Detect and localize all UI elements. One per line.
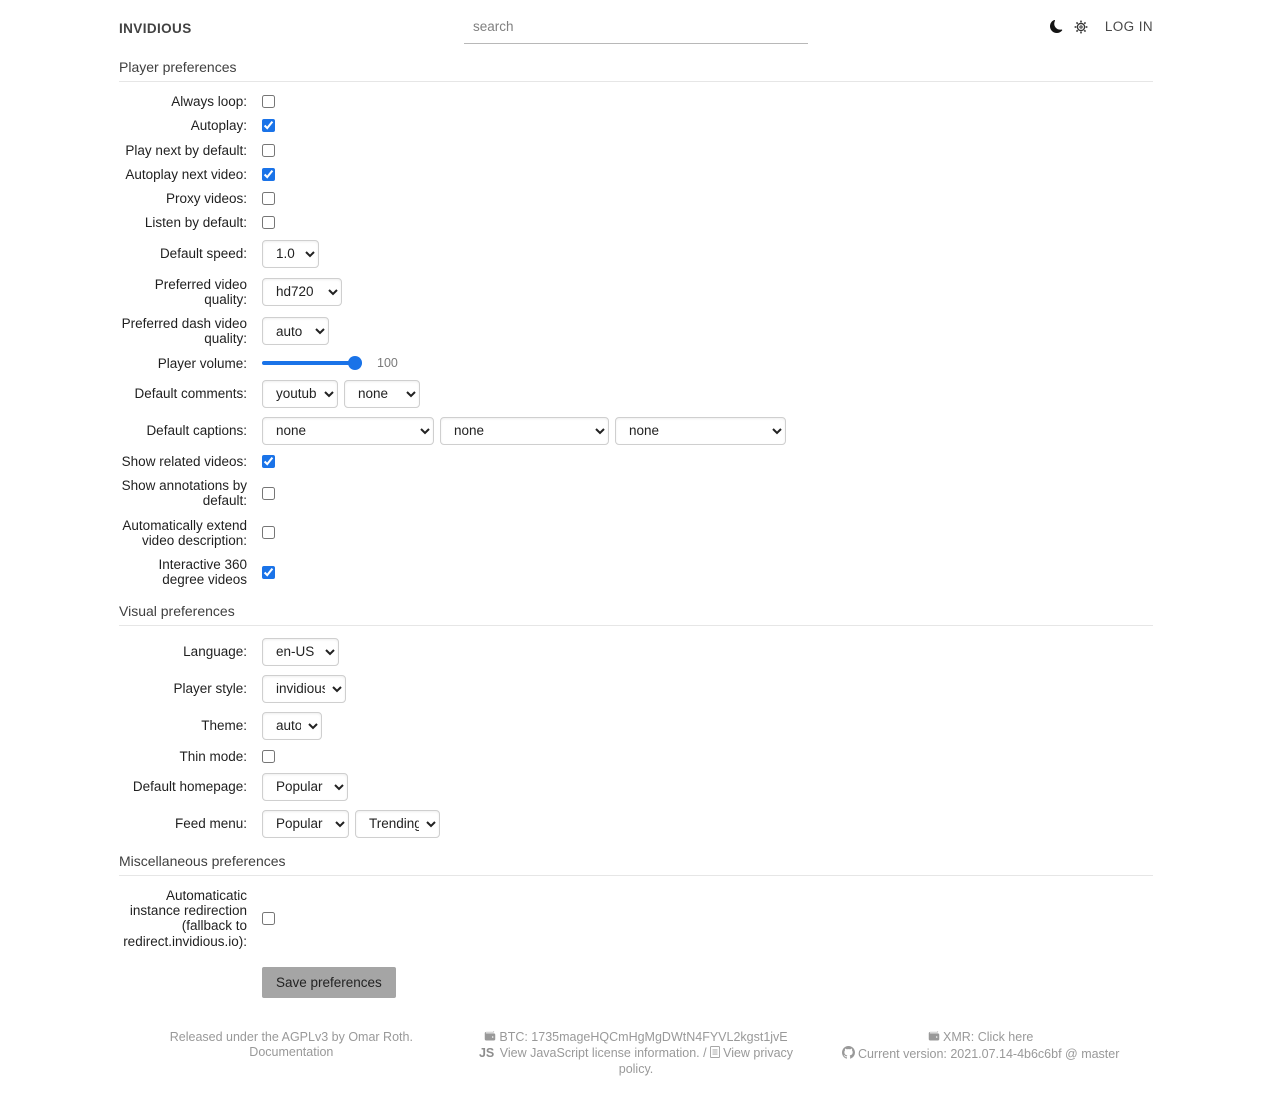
field-label: Autoplay next video: — [125, 166, 247, 182]
show-annotations-checkbox[interactable] — [262, 487, 275, 500]
pref-row-theme — [119, 712, 1153, 740]
theme-select[interactable] — [262, 712, 322, 740]
document-icon — [710, 1046, 720, 1062]
slider-thumb[interactable] — [348, 356, 362, 370]
wallet-icon — [928, 1030, 940, 1046]
wallet-icon — [484, 1030, 496, 1046]
pref-row-auto-redirect — [119, 888, 1153, 949]
pref-row-comments — [119, 380, 1153, 408]
privacy-policy-link[interactable]: View privacy policy. — [618, 1046, 794, 1077]
field-label: Always loop: — [171, 94, 247, 109]
top-navbar — [119, 0, 1153, 44]
pref-row-always-loop — [119, 94, 1153, 109]
slider-track — [262, 361, 362, 365]
field-label: Interactive 360 degree videos — [158, 557, 247, 588]
extend-description-checkbox[interactable] — [262, 526, 275, 539]
language-select[interactable] — [262, 638, 339, 666]
pref-row-language — [119, 638, 1153, 666]
autoplay-next-video-checkbox[interactable] — [262, 168, 275, 181]
always-loop-checkbox[interactable] — [262, 95, 275, 108]
section-title-player-preferences: Player preferences — [119, 59, 1153, 82]
preferred-dash-quality-select[interactable] — [262, 317, 329, 345]
default-homepage-select[interactable] — [262, 773, 348, 801]
moon-icon[interactable] — [1050, 20, 1063, 33]
default-captions-select-2[interactable] — [440, 417, 609, 445]
autoplay-checkbox[interactable] — [262, 119, 275, 132]
field-label: Autoplay: — [190, 118, 247, 134]
field-label: Show related videos: — [121, 453, 247, 469]
field-label: Preferred video quality: — [154, 276, 247, 307]
footer-right — [808, 1030, 1153, 1078]
pref-row-extend-desc — [119, 518, 1153, 549]
pref-row-vr360 — [119, 557, 1153, 588]
footer-separator: / — [703, 1046, 707, 1060]
player-volume-slider[interactable] — [262, 356, 362, 370]
documentation-link[interactable]: Documentation — [249, 1045, 334, 1059]
pref-row-default-speed — [119, 240, 1153, 268]
pref-row-video-quality — [119, 277, 1153, 308]
field-label: Feed menu: — [174, 816, 247, 832]
pref-row-player-style — [119, 675, 1153, 703]
footer-left — [119, 1030, 464, 1078]
field-label: Default captions: — [146, 423, 247, 439]
field-label: Show annotations by default: — [121, 478, 247, 509]
pref-row-related — [119, 454, 1153, 469]
field-label: Automatically extend video description: — [122, 517, 247, 548]
field-label: Preferred dash video quality: — [121, 316, 247, 347]
section-title-misc-preferences: Miscellaneous preferences — [119, 853, 1153, 876]
log-in-link[interactable]: LOG IN — [1104, 19, 1153, 34]
instance-redirection-checkbox[interactable] — [262, 912, 275, 925]
preferred-video-quality-select[interactable] — [262, 278, 342, 306]
js-icon: JS — [478, 1046, 495, 1060]
gear-icon[interactable] — [1074, 20, 1088, 34]
save-preferences-button[interactable]: Save preferences — [262, 967, 396, 998]
pref-row-play-next — [119, 143, 1153, 158]
field-label: Player style: — [173, 680, 247, 696]
proxy-videos-checkbox[interactable] — [262, 192, 275, 205]
section-title-visual-preferences: Visual preferences — [119, 603, 1153, 626]
pref-row-annotations — [119, 478, 1153, 509]
search-input[interactable] — [464, 12, 808, 44]
field-label: Theme: — [201, 717, 247, 733]
field-label: Automaticatic instance redirection (fallback to redirect.invidious.io): — [123, 887, 247, 949]
field-label: Default speed: — [159, 245, 247, 261]
github-icon — [842, 1046, 855, 1063]
field-label: Player volume: — [157, 355, 247, 371]
page-footer — [119, 1030, 1153, 1098]
play-next-checkbox[interactable] — [262, 144, 275, 157]
pref-row-homepage — [119, 773, 1153, 801]
feed-menu-select-1[interactable] — [262, 810, 349, 838]
current-version-link[interactable]: Current version: 2021.07.14-4b6c6bf @ master — [857, 1047, 1120, 1061]
feed-menu-select-2[interactable] — [355, 810, 440, 838]
pref-row-dash-quality — [119, 316, 1153, 347]
default-comments-select-2[interactable] — [344, 380, 420, 408]
default-captions-select-3[interactable] — [615, 417, 786, 445]
field-label: Default comments: — [134, 386, 247, 402]
field-label: Default homepage: — [132, 779, 247, 795]
listen-by-default-checkbox[interactable] — [262, 216, 275, 229]
js-license-link[interactable]: View JavaScript license information. — [499, 1046, 700, 1060]
pref-row-autoplay-next — [119, 167, 1153, 182]
thin-mode-checkbox[interactable] — [262, 750, 275, 763]
default-captions-select-1[interactable] — [262, 417, 434, 445]
xmr-link[interactable]: XMR: Click here — [943, 1029, 1034, 1044]
pref-row-captions — [119, 417, 1153, 445]
pref-row-volume — [119, 356, 1153, 371]
field-label: Language: — [183, 643, 247, 659]
field-label: Thin mode: — [179, 748, 247, 764]
field-label: Proxy videos: — [165, 191, 247, 206]
pref-row-proxy-videos — [119, 191, 1153, 206]
pref-row-autoplay — [119, 118, 1153, 133]
pref-row-thin-mode — [119, 749, 1153, 764]
footer-middle — [464, 1030, 809, 1078]
volume-value: 100 — [377, 356, 398, 371]
pref-row-listen-default — [119, 215, 1153, 230]
invidious-logo[interactable]: INVIDIOUS — [119, 21, 192, 36]
default-speed-select[interactable] — [262, 240, 319, 268]
field-label: Listen by default: — [144, 215, 247, 231]
player-style-select[interactable] — [262, 675, 346, 703]
interactive-360-checkbox[interactable] — [262, 566, 275, 579]
pref-row-feed-menu — [119, 810, 1153, 838]
default-comments-select-1[interactable] — [262, 380, 338, 408]
field-label: Play next by default: — [125, 142, 247, 158]
license-text: Released under the AGPLv3 by Omar Roth. — [169, 1029, 413, 1044]
btc-address: BTC: 1735mageHQCmHgMgDWtN4FYVL2kgst1jvE — [499, 1029, 788, 1044]
show-related-videos-checkbox[interactable] — [262, 455, 275, 468]
